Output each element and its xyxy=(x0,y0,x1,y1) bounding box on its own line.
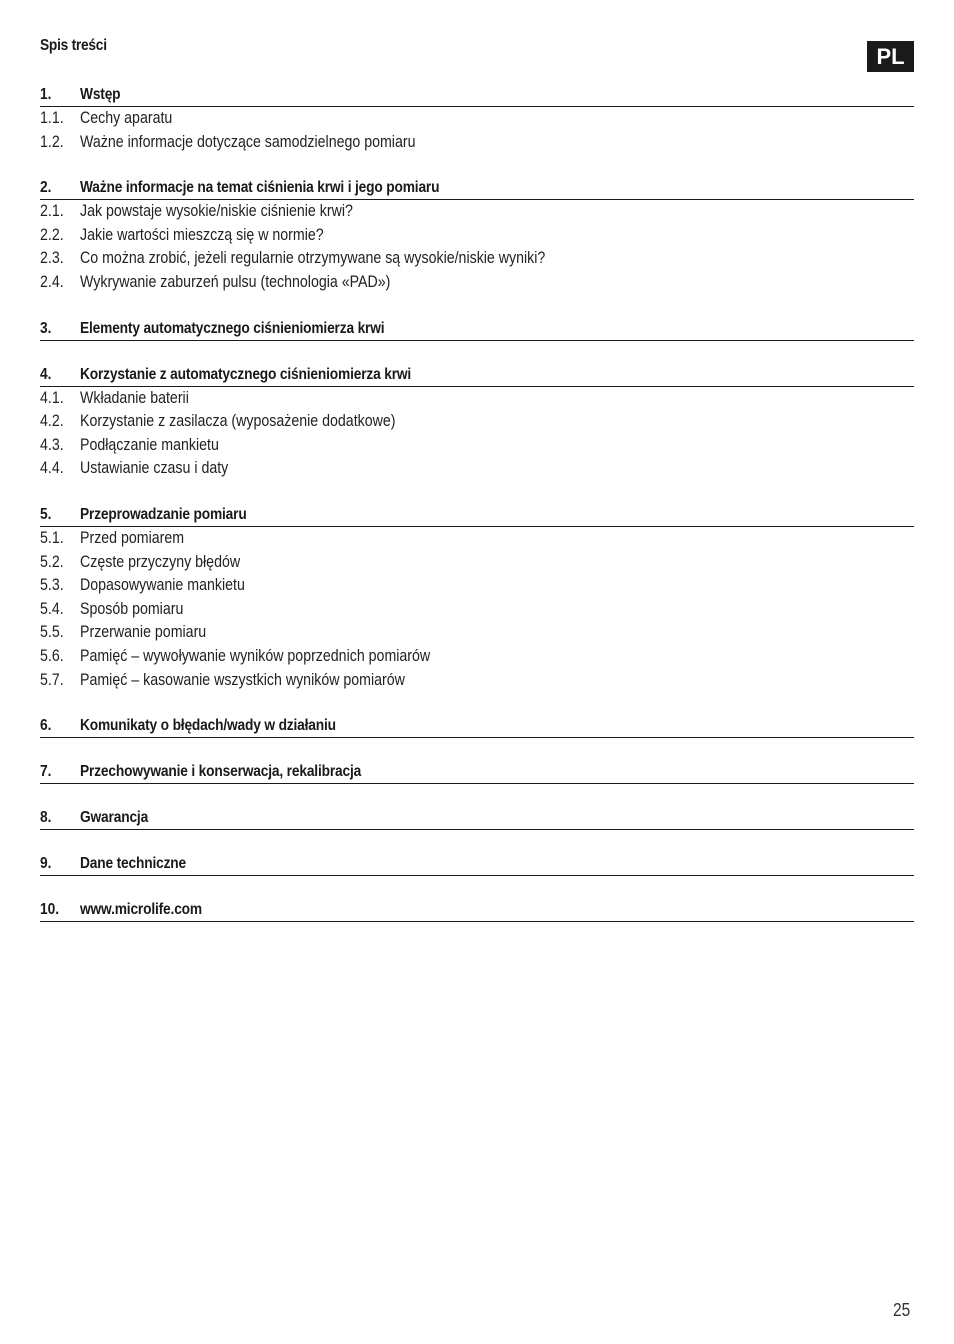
subsection-number: 1.1. xyxy=(40,109,64,127)
toc-section xyxy=(40,807,914,830)
subsection-number: 5.7. xyxy=(40,670,64,689)
section-title: Komunikaty o błędach/wady w działaniu xyxy=(80,717,336,735)
toc-subsection[interactable] xyxy=(40,551,914,575)
subsection-title: Przed pomiarem xyxy=(80,528,185,547)
section-number: 4. xyxy=(40,365,52,383)
section-number: 10. xyxy=(40,901,60,919)
subsection-number: 1.2. xyxy=(40,132,64,151)
toc-section-heading[interactable] xyxy=(40,318,914,341)
section-title: Ważne informacje na temat ciśnienia krwi i jego pomiaru xyxy=(80,179,440,197)
toc-subsection[interactable] xyxy=(40,527,914,551)
toc-section xyxy=(40,715,914,738)
subsection-number: 5.6. xyxy=(40,646,64,665)
subsection-number: 2.2. xyxy=(40,225,64,244)
toc-subsection[interactable] xyxy=(40,574,914,598)
toc-section xyxy=(40,853,914,876)
section-number: 2. xyxy=(40,179,52,197)
toc-section-heading[interactable] xyxy=(40,715,914,738)
language-badge: PL xyxy=(867,41,914,72)
toc-subsection[interactable] xyxy=(40,224,914,248)
toc-section xyxy=(40,84,914,154)
subsection-title: Częste przyczyny błędów xyxy=(80,552,241,571)
subsection-number: 5.1. xyxy=(40,528,64,547)
subsection-number: 5.5. xyxy=(40,623,64,642)
section-title: Korzystanie z automatycznego ciśnieniomierza krwi xyxy=(80,365,412,383)
toc-section-heading[interactable] xyxy=(40,504,914,527)
toc-section-heading[interactable] xyxy=(40,364,914,387)
toc-subsection[interactable] xyxy=(40,669,914,693)
subsection-title: Cechy aparatu xyxy=(80,109,173,127)
toc-section xyxy=(40,761,914,784)
toc-section-heading[interactable] xyxy=(40,177,914,200)
subsection-title: Jakie wartości mieszczą się w normie? xyxy=(80,225,324,244)
subsection-number: 4.1. xyxy=(40,388,64,407)
toc-subsection[interactable] xyxy=(40,131,914,155)
subsection-number: 4.2. xyxy=(40,412,64,431)
subsection-title: Pamięć – kasowanie wszystkich wyników pomiarów xyxy=(80,670,405,689)
subsection-number: 2.1. xyxy=(40,202,64,221)
subsection-title: Przerwanie pomiaru xyxy=(80,623,207,642)
section-number: 3. xyxy=(40,319,52,337)
section-title: www.microlife.com xyxy=(80,901,202,919)
subsection-number: 4.3. xyxy=(40,435,64,454)
subsection-title: Dopasowywanie mankietu xyxy=(80,576,245,595)
subsection-title: Sposób pomiaru xyxy=(80,599,184,618)
section-title: Dane techniczne xyxy=(80,855,187,873)
toc-section-heading[interactable] xyxy=(40,853,914,876)
section-number: 1. xyxy=(40,86,52,103)
toc-subsection[interactable] xyxy=(40,598,914,622)
subsection-title: Korzystanie z zasilacza (wyposażenie dodatkowe) xyxy=(80,412,396,431)
toc-subsection[interactable] xyxy=(40,457,914,481)
subsection-title: Wykrywanie zaburzeń pulsu (technologia «PAD») xyxy=(80,272,391,291)
subsection-number: 2.4. xyxy=(40,272,64,291)
subsection-title: Podłączanie mankietu xyxy=(80,435,219,454)
subsection-title: Co można zrobić, jeżeli regularnie otrzymywane są wysokie/niskie wyniki? xyxy=(80,249,546,268)
section-number: 8. xyxy=(40,809,52,827)
section-title: Elementy automatycznego ciśnieniomierza krwi xyxy=(80,319,385,337)
toc-subsection[interactable] xyxy=(40,645,914,669)
toc-subsection[interactable] xyxy=(40,387,914,411)
toc-subsection[interactable] xyxy=(40,247,914,271)
subsection-title: Jak powstaje wysokie/niskie ciśnienie krwi? xyxy=(80,202,353,221)
toc-section-heading[interactable] xyxy=(40,761,914,784)
toc-subsection[interactable] xyxy=(40,434,914,458)
subsection-title: Wkładanie baterii xyxy=(80,388,189,407)
subsection-title: Ważne informacje dotyczące samodzielnego pomiaru xyxy=(80,132,416,151)
subsection-title: Pamięć – wywoływanie wyników poprzednich pomiarów xyxy=(80,646,431,665)
toc-section xyxy=(40,364,914,481)
toc-subsection[interactable] xyxy=(40,621,914,645)
subsection-number: 5.3. xyxy=(40,576,64,595)
table-of-contents xyxy=(40,84,914,945)
section-number: 6. xyxy=(40,717,52,735)
toc-section xyxy=(40,504,914,692)
toc-subsection[interactable] xyxy=(40,107,914,131)
toc-section xyxy=(40,318,914,341)
toc-subsection[interactable] xyxy=(40,200,914,224)
subsection-title: Ustawianie czasu i daty xyxy=(80,459,229,478)
section-title: Przeprowadzanie pomiaru xyxy=(80,505,247,523)
toc-section xyxy=(40,177,914,294)
page-title: Spis treści xyxy=(40,37,107,54)
toc-subsection[interactable] xyxy=(40,271,914,295)
section-title: Gwarancja xyxy=(80,809,149,827)
section-number: 9. xyxy=(40,855,52,873)
page-number: 25 xyxy=(893,1300,911,1320)
subsection-number: 5.2. xyxy=(40,552,64,571)
toc-section xyxy=(40,899,914,922)
toc-subsection[interactable] xyxy=(40,410,914,434)
section-title: Przechowywanie i konserwacja, rekalibracja xyxy=(80,763,362,781)
subsection-number: 2.3. xyxy=(40,249,64,268)
subsection-number: 5.4. xyxy=(40,599,64,618)
section-number: 7. xyxy=(40,763,52,781)
section-title: Wstęp xyxy=(80,86,121,103)
toc-section-heading[interactable] xyxy=(40,807,914,830)
subsection-number: 4.4. xyxy=(40,459,64,478)
toc-section-heading[interactable] xyxy=(40,84,914,107)
section-number: 5. xyxy=(40,505,52,523)
toc-section-heading[interactable] xyxy=(40,899,914,922)
